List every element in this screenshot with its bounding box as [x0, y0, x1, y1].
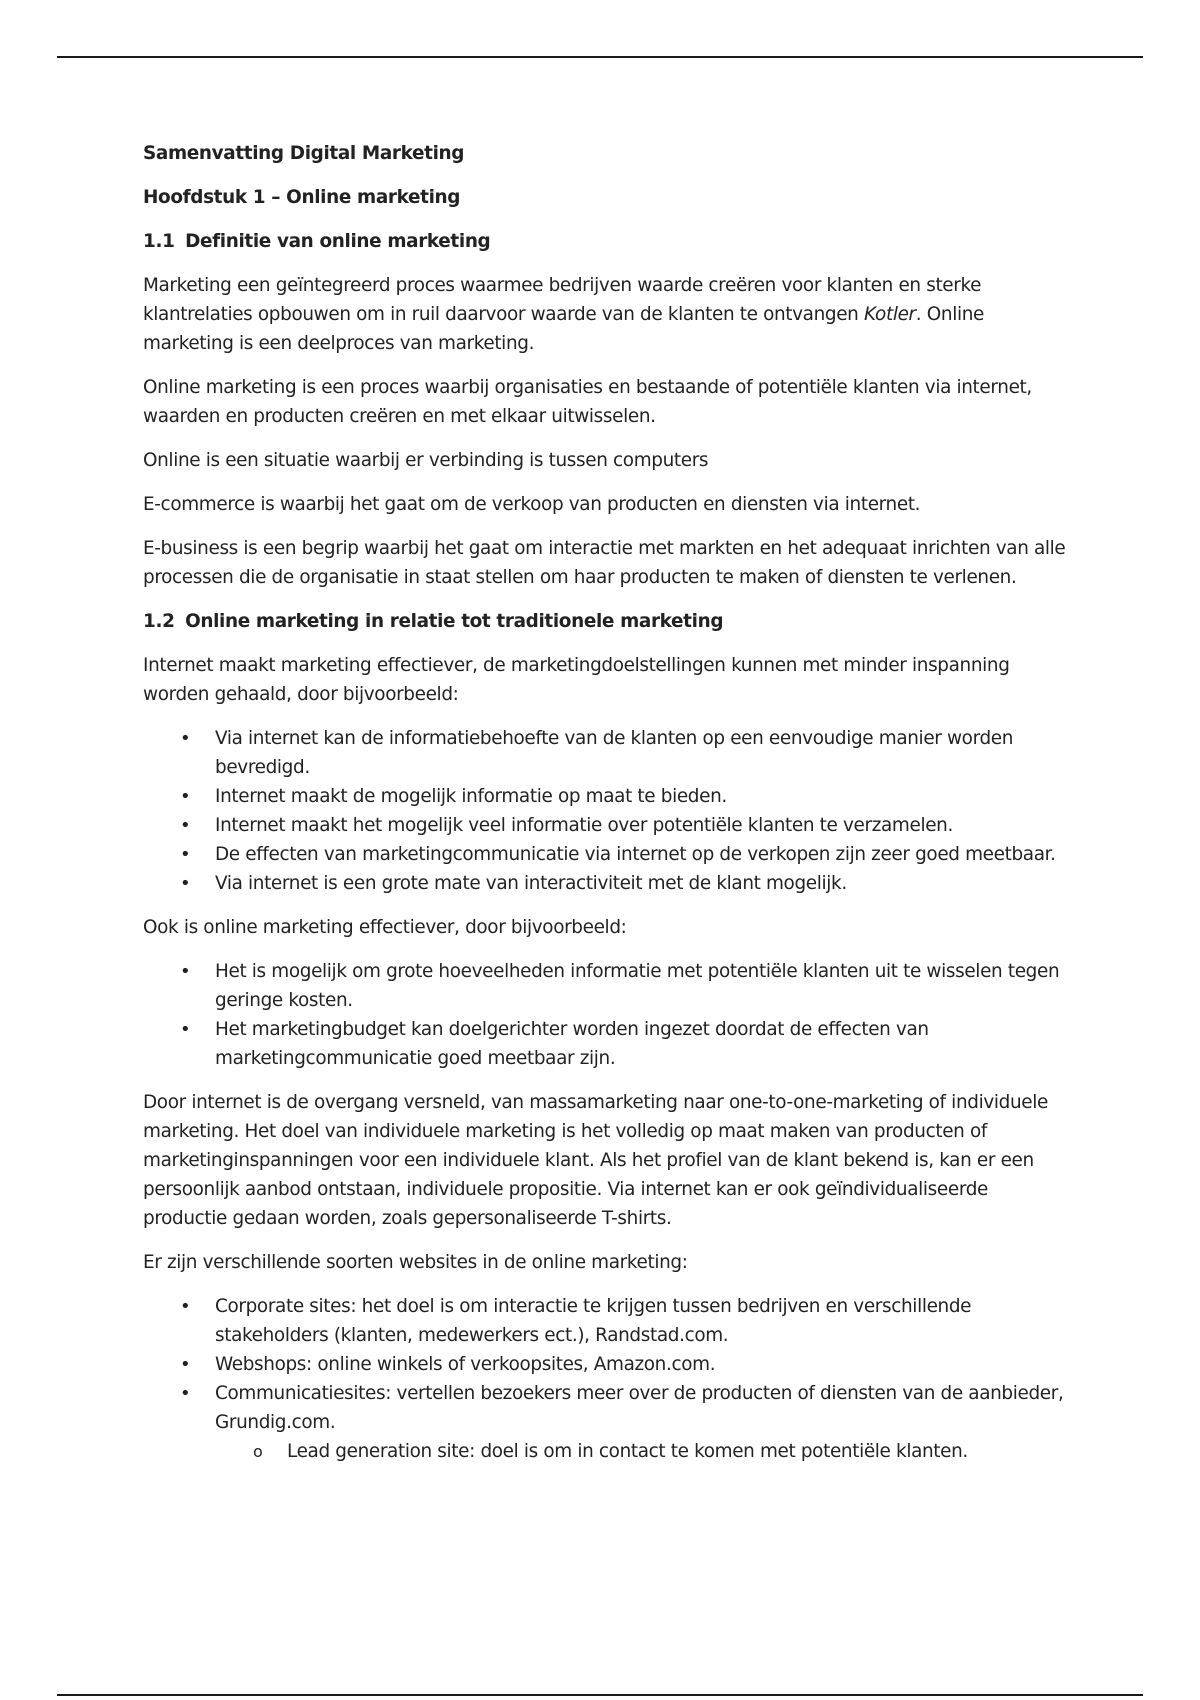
list-item: • Het marketingbudget kan doelgerichter worden ingezet doordat de effecten van marketingcommunicatie goed meetbaar zijn.	[215, 1015, 1073, 1073]
list-item: • Internet maakt de mogelijk informatie op maat te bieden.	[215, 782, 1073, 811]
list-item: • De effecten van marketingcommunicatie via internet op de verkopen zijn zeer goed meetbaar.	[215, 840, 1073, 869]
section-title: Online marketing in relatie tot traditionele marketing	[185, 611, 724, 632]
citation-author: Kotler	[864, 304, 916, 325]
sub-list-websites	[215, 1437, 1073, 1466]
document-title: Samenvatting Digital Marketing	[143, 143, 465, 164]
paragraph-online-marketing: Online marketing is een proces waarbij organisaties en bestaande of potentiële klanten via internet, waarden en producten creëren en met elkaar uitwisselen.	[143, 377, 1032, 427]
paragraph-effectiever-intro: Internet maakt marketing effectiever, de marketingdoelstellingen kunnen met minder inspanning worden gehaald, door bijvoorbeeld:	[143, 655, 1010, 705]
sub-list-item: o Lead generation site: doel is om in contact te komen met potentiële klanten.	[287, 1437, 1073, 1466]
section-heading-1-1	[143, 227, 1073, 256]
list-item: • Internet maakt het mogelijk veel informatie over potentiële klanten te verzamelen.	[215, 811, 1073, 840]
paragraph-websites-intro: Er zijn verschillende soorten websites in de online marketing:	[143, 1252, 688, 1273]
paragraph-e-business: E-business is een begrip waarbij het gaat om interactie met markten en het adequaat inrichten van alle processen die de organisatie in staat stellen om haar producten te maken of diensten te verlenen.	[143, 538, 1066, 588]
chapter-heading: Hoofdstuk 1 – Online marketing	[143, 187, 461, 208]
section-number: 1.2	[143, 611, 175, 632]
list-item-text: Communicatiesites: vertellen bezoekers meer over de producten of diensten van de aanbieder, Grundig.com.	[215, 1383, 1064, 1433]
list-item: • Corporate sites: het doel is om interactie te krijgen tussen bedrijven en verschillende stakeholders (klanten, medewerkers ect.), Randstad.com.	[215, 1292, 1073, 1350]
paragraph-text: Marketing een geïntegreerd proces waarmee bedrijven waarde creëren voor klanten en sterke klantrelaties opbouwen om in ruil daarvoor waarde van de klanten te ontvangen	[143, 275, 982, 325]
bullet-list-effectiever	[143, 724, 1073, 898]
list-item: • Via internet is een grote mate van interactiviteit met de klant mogelijk.	[215, 869, 1073, 898]
paragraph-online: Online is een situatie waarbij er verbinding is tussen computers	[143, 450, 709, 471]
header-rule	[57, 56, 1143, 58]
paragraph-efficienter-intro: Ook is online marketing effectiever, door bijvoorbeeld:	[143, 917, 627, 938]
paragraph-individual-marketing: Door internet is de overgang versneld, van massamarketing naar one-to-one-marketing of individuele marketing. Het doel van individuele marketing is het volledig op maat maken van producten of marketinginspanningen voor een individuele klant. Als het profiel van de klant bekend is, kan er een persoonlijk aanbod ontstaan, individuele propositie. Via internet kan er ook geïndividualiseerde productie gedaan worden, zoals gepersonaliseerde T-shirts.	[143, 1092, 1048, 1229]
section-title: Definitie van online marketing	[185, 231, 491, 252]
section-heading-1-2	[143, 607, 1073, 636]
list-item: • Het is mogelijk om grote hoeveelheden informatie met potentiële klanten uit te wisselen tegen geringe kosten.	[215, 957, 1073, 1015]
document-body	[143, 139, 1073, 1481]
paragraph-e-commerce: E-commerce is waarbij het gaat om de verkoop van producten en diensten via internet.	[143, 494, 921, 515]
paragraph-marketing-definition	[143, 271, 1073, 358]
bullet-list-websites	[143, 1292, 1073, 1466]
list-item	[215, 1379, 1073, 1466]
bullet-list-efficienter	[143, 957, 1073, 1073]
paragraph-text: . Online marketing is een deelproces van marketing.	[143, 304, 984, 354]
list-item: • Via internet kan de informatiebehoefte van de klanten op een eenvoudige manier worden bevredigd.	[215, 724, 1073, 782]
footer-rule	[57, 1694, 1143, 1696]
list-item: • Webshops: online winkels of verkoopsites, Amazon.com.	[215, 1350, 1073, 1379]
section-number: 1.1	[143, 231, 175, 252]
